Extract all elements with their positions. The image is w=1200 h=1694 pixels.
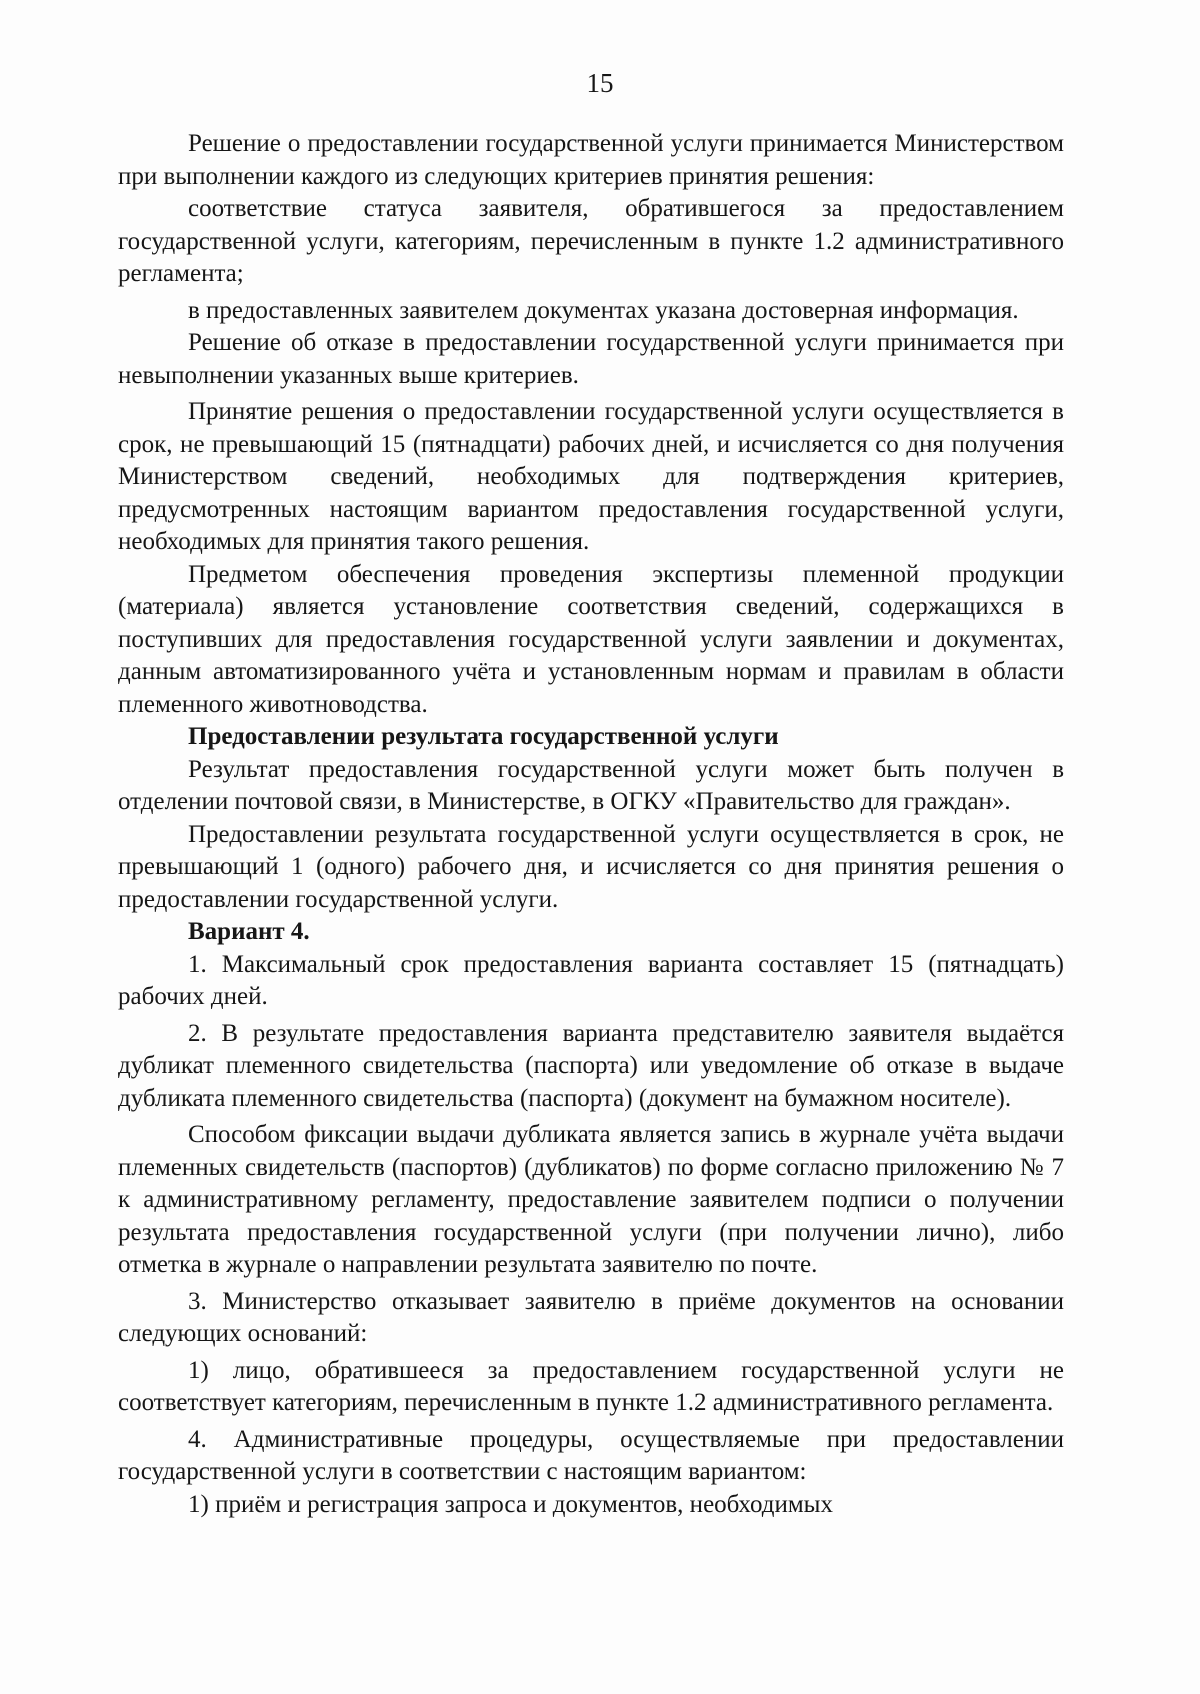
heading-result-provision: Предоставлении результата государственной услуги — [188, 723, 779, 750]
paragraph-criterion-status: соответствие статуса заявителя, обратившегося за предоставлением государственной услуги, категориям, перечисленным в пункте 1.2 административного регламента; — [118, 195, 1064, 287]
page-number: 15 — [586, 68, 614, 98]
paragraph-procedure-1: 1) приём и регистрация запроса и документов, необходимых — [188, 1490, 833, 1518]
paragraph-recording-method: Способом фиксации выдачи дубликата является запись в журнале учёта выдачи племенных свидетельств (паспортов) (дубликатов) по форме согласно приложению № 7 к административному регламенту, предоставление заявителем подписи о получении результата предоставления государственной услуги (при получении лично), либо отметка в журнале о направлении результата заявителю по почте. — [118, 1121, 1064, 1278]
paragraph-decision-criteria: Решение о предоставлении государственной услуги принимается Министерством при выполнении каждого из следующих критериев принятия решения: — [118, 130, 1064, 190]
document-body — [118, 128, 1064, 1521]
paragraph-item-4-procedures: 4. Административные процедуры, осуществляемые при предоставлении государственной услуги в соответствии с настоящим вариантом: — [118, 1425, 1064, 1485]
paragraph-decision-term: Принятие решения о предоставлении государственной услуги осуществляется в срок, не превышающий 15 (пятнадцати) рабочих дней, и исчисляется со дня получения Министерством сведений, необходимых для подтверждения критериев, предусмотренных настоящим вариантом предоставления государственной услуги, необходимых для принятия такого решения. — [118, 398, 1064, 555]
paragraph-result-channels: Результат предоставления государственной услуги может быть получен в отделении почтовой связи, в Министерстве, в ОГКУ «Правительство для граждан». — [118, 755, 1064, 815]
paragraph-item-2-result: 2. В результате предоставления варианта представителю заявителя выдаётся дубликат племенного свидетельства (паспорта) или уведомление об отказе в выдаче дубликата племенного свидетельства (паспорта) (документ на бумажном носителе). — [118, 1019, 1064, 1112]
paragraph-item-1-max-term: 1. Максимальный срок предоставления варианта составляет 15 (пятнадцать) рабочих дней. — [118, 950, 1064, 1010]
paragraph-result-term: Предоставлении результата государственной услуги осуществляется в срок, не превышающий 1 (одного) рабочего дня, и исчисляется со дня принятия решения о предоставлении государственной услуги. — [118, 820, 1064, 913]
paragraph-criterion-reliable-info: в предоставленных заявителем документах указана достоверная информация. — [188, 296, 1019, 324]
heading-variant-4: Вариант 4. — [188, 918, 310, 945]
paragraph-item-3-refusal: 3. Министерство отказывает заявителю в приёме документов на основании следующих оснований: — [118, 1287, 1064, 1347]
paragraph-refusal-decision: Решение об отказе в предоставлении государственной услуги принимается при невыполнении указанных выше критериев. — [118, 329, 1064, 389]
paragraph-refusal-ground-1: 1) лицо, обратившееся за предоставлением государственной услуги не соответствует категориям, перечисленным в пункте 1.2 административного регламента. — [118, 1356, 1064, 1416]
paragraph-expertise-subject: Предметом обеспечения проведения экспертизы племенной продукции (материала) является установление соответствия сведений, содержащихся в поступивших для предоставления государственной услуги заявлении и документах, данным автоматизированного учёта и установленным нормам и правилам в области племенного животноводства. — [118, 560, 1064, 718]
